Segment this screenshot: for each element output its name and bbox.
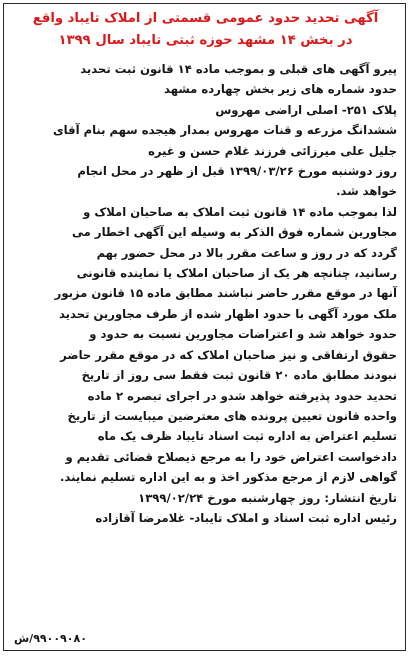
body-line: تسلیم اعتراض به اداره ثبت اسناد تایباد ظرف یک ماه	[97, 429, 397, 444]
title-line: آگهی تحدید حدود عمومی قسمتی از املاک تایباد واقع	[32, 11, 379, 26]
legal-notice	[3, 3, 406, 651]
title-line: در بخش ۱۴ مشهد حوزه ثبتی تایباد سال ۱۳۹۹	[58, 33, 353, 48]
notice-body	[16, 59, 397, 528]
body-line: حدود شماره های زیر بخش چهارده مشهد	[164, 82, 397, 97]
body-line: ملک مورد آگهی با حدود اظهار شده از طرف مجاورین تحدید	[58, 306, 397, 321]
body-line: لذا بموجب ماده ۱۴ قانون ثبت املاک به صاحبان املاک و	[83, 204, 397, 219]
body-line: پیرو آگهی های قبلی و بموجب ماده ۱۴ قانون ثبت تحدید	[80, 62, 397, 76]
body-line: مجاورین شماره فوق الذکر به وسیله این آگهی اخطار می	[71, 225, 397, 240]
signatory: رئیس اداره ثبت اسناد و املاک تایباد- غلامرضا آقازاده	[95, 510, 397, 525]
publication-date: تاریخ انتشار: روز چهارشنبه مورخ ۱۳۹۹/۰۲/۲۴	[138, 490, 397, 505]
body-line: آنها در موقع مقرر حاضر نباشند مطابق ماده ۱۵ قانون مزبور	[54, 286, 397, 301]
notice-code: ۹۹۰۰۹۰۸۰/ش	[14, 632, 87, 645]
body-line: گردد که در روز و ساعت مقرر بالا در محل حضور بهم	[96, 245, 397, 260]
body-line: خواهد شد.	[336, 184, 397, 199]
body-line: گواهی لازم از مرجع مذکور اخذ و به این اداره تسلیم نمایند.	[60, 470, 397, 485]
body-line: حقوق ارتفاقی و نیز صاحبان املاک که در موقع مقرر حاضر	[60, 347, 397, 362]
body-line: رسانید، چنانچه هر یک از صاحبان املاک یا نماینده قانونی	[76, 266, 397, 281]
body-line: حدود خواهد شد و اعتراضات مجاورین نسبت به حدود و	[89, 327, 397, 342]
body-line: جلیل علی میرزائی فرزند غلام حسن و غیره	[148, 143, 397, 158]
body-line: واحده قانون تعیین پرونده های معترضین میبایست از تاریخ	[67, 408, 397, 423]
notice-title	[16, 8, 395, 52]
body-line: دادخواست اعتراض خود را به مرجع ذیصلاح قضائی تقدیم و	[65, 449, 397, 464]
body-line: ششدانگ مزرعه و قنات مهروس بمدار هیجده سهم بنام آقای	[53, 123, 397, 138]
body-line: روز دوشنبه مورخ ۱۳۹۹/۰۳/۲۶ قبل از ظهر در محل انجام	[77, 164, 397, 179]
body-line: تحدید حدود پذیرفته خواهد شدو در اجرای تبصره ۲ ماده	[87, 388, 397, 403]
body-line: نبودند مطابق ماده ۲۰ قانون ثبت فقط سی روز از تاریخ	[81, 368, 397, 383]
body-line: پلاک ۲۵۱- اصلی اراضی مهروس	[215, 102, 397, 117]
